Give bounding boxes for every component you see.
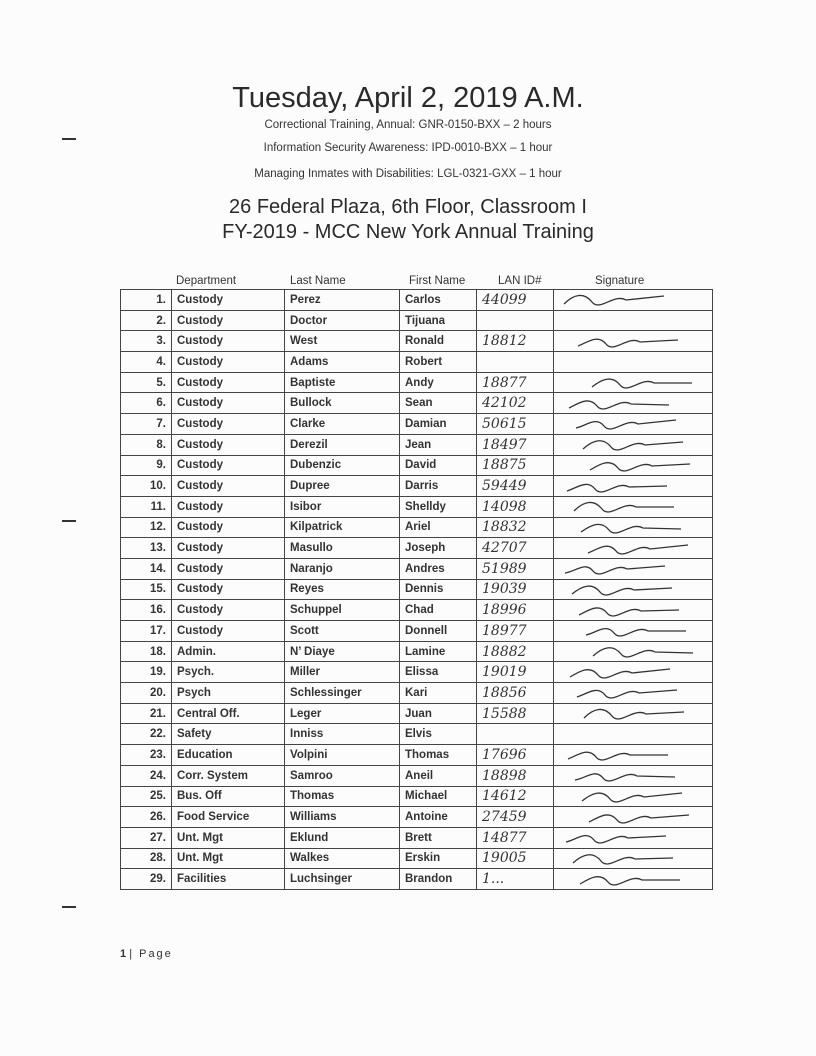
- table-row: [121, 807, 713, 828]
- first-name: Sean: [400, 393, 477, 414]
- table-row: [121, 621, 713, 642]
- department: Custody: [172, 600, 285, 621]
- signature-cell: [554, 414, 713, 435]
- row-number: 18.: [121, 641, 172, 662]
- table-row: [121, 310, 713, 331]
- last-name: Luchsinger: [285, 869, 400, 890]
- last-name: Adams: [285, 352, 400, 373]
- scan-mark: [62, 520, 76, 522]
- last-name: Volpini: [285, 745, 400, 766]
- signature-cell: [554, 372, 713, 393]
- signature-cell: [554, 434, 713, 455]
- signature-mark: [554, 787, 712, 806]
- first-name: Lamine: [400, 641, 477, 662]
- row-number: 17.: [121, 621, 172, 642]
- signature-cell: [554, 600, 713, 621]
- signature-cell: [554, 683, 713, 704]
- table-row: [121, 517, 713, 538]
- table-row: [121, 372, 713, 393]
- col-lan-id: LAN ID#: [498, 275, 542, 287]
- first-name: Kari: [400, 683, 477, 704]
- row-number: 28.: [121, 848, 172, 869]
- last-name: Eklund: [285, 827, 400, 848]
- signature-mark: [554, 539, 712, 558]
- department: Custody: [172, 352, 285, 373]
- signature-mark: [554, 683, 712, 702]
- last-name: Baptiste: [285, 372, 400, 393]
- row-number: 24.: [121, 765, 172, 786]
- table-row: [121, 496, 713, 517]
- first-name: Tijuana: [400, 310, 477, 331]
- table-row: [121, 848, 713, 869]
- last-name: Clarke: [285, 414, 400, 435]
- signature-mark: [554, 745, 712, 764]
- lan-id: 19019: [477, 662, 554, 683]
- last-name: Isibor: [285, 496, 400, 517]
- first-name: Elvis: [400, 724, 477, 745]
- department: Central Off.: [172, 703, 285, 724]
- row-number: 21.: [121, 703, 172, 724]
- first-name: Antoine: [400, 807, 477, 828]
- last-name: Schuppel: [285, 600, 400, 621]
- department: Psych.: [172, 662, 285, 683]
- signature-cell: [554, 579, 713, 600]
- table-row: [121, 331, 713, 352]
- table-row: [121, 558, 713, 579]
- department: Custody: [172, 290, 285, 311]
- lan-id: 14612: [477, 786, 554, 807]
- table-row: [121, 765, 713, 786]
- lan-id: 42102: [477, 393, 554, 414]
- last-name: Naranjo: [285, 558, 400, 579]
- first-name: Andy: [400, 372, 477, 393]
- signature-mark: [554, 435, 712, 454]
- first-name: Chad: [400, 600, 477, 621]
- department: Custody: [172, 455, 285, 476]
- signature-mark: [554, 870, 712, 889]
- first-name: Joseph: [400, 538, 477, 559]
- last-name: Miller: [285, 662, 400, 683]
- course-line: Information Security Awareness: IPD-0010-BXX – 1 hour: [263, 142, 553, 154]
- row-number: 6.: [121, 393, 172, 414]
- department: Custody: [172, 393, 285, 414]
- department: Psych: [172, 683, 285, 704]
- department: Admin.: [172, 641, 285, 662]
- signature-mark: [554, 849, 712, 868]
- page-number: 1: [120, 948, 127, 960]
- table-row: [121, 393, 713, 414]
- row-number: 9.: [121, 455, 172, 476]
- signature-mark: [554, 497, 712, 516]
- lan-id: 14098: [477, 496, 554, 517]
- table-row: [121, 579, 713, 600]
- table-row: [121, 745, 713, 766]
- table-row: [121, 703, 713, 724]
- signature-cell: [554, 765, 713, 786]
- signature-mark: [554, 828, 712, 847]
- signature-mark: [554, 580, 712, 599]
- last-name: Inniss: [285, 724, 400, 745]
- last-name: West: [285, 331, 400, 352]
- lan-id: 18856: [477, 683, 554, 704]
- signature-mark: [554, 559, 712, 578]
- last-name: Masullo: [285, 538, 400, 559]
- lan-id: 18832: [477, 517, 554, 538]
- row-number: 4.: [121, 352, 172, 373]
- signature-cell: [554, 352, 713, 373]
- first-name: Donnell: [400, 621, 477, 642]
- first-name: Brett: [400, 827, 477, 848]
- department: Custody: [172, 434, 285, 455]
- signature-cell: [554, 703, 713, 724]
- first-name: Darris: [400, 476, 477, 497]
- department: Custody: [172, 558, 285, 579]
- department: Custody: [172, 476, 285, 497]
- signature-cell: [554, 476, 713, 497]
- signature-mark: [554, 456, 712, 475]
- signature-cell: [554, 558, 713, 579]
- department: Corr. System: [172, 765, 285, 786]
- last-name: Schlessinger: [285, 683, 400, 704]
- col-department: Department: [176, 275, 237, 287]
- table-row: [121, 455, 713, 476]
- row-number: 13.: [121, 538, 172, 559]
- signature-mark: [554, 808, 712, 827]
- row-number: 15.: [121, 579, 172, 600]
- signature-mark: [554, 414, 712, 433]
- row-number: 2.: [121, 310, 172, 331]
- signature-mark: [554, 290, 712, 309]
- table-row: [121, 434, 713, 455]
- row-number: 3.: [121, 331, 172, 352]
- department: Custody: [172, 414, 285, 435]
- last-name: N’ Diaye: [285, 641, 400, 662]
- first-name: David: [400, 455, 477, 476]
- last-name: Derezil: [285, 434, 400, 455]
- last-name: Kilpatrick: [285, 517, 400, 538]
- lan-id: 18996: [477, 600, 554, 621]
- lan-id: 50615: [477, 414, 554, 435]
- first-name: Aneil: [400, 765, 477, 786]
- last-name: Walkes: [285, 848, 400, 869]
- lan-id: 19005: [477, 848, 554, 869]
- table-row: [121, 786, 713, 807]
- lan-id: 44099: [477, 290, 554, 311]
- last-name: Leger: [285, 703, 400, 724]
- signature-mark: [554, 766, 712, 785]
- department: Bus. Off: [172, 786, 285, 807]
- lan-id: 18898: [477, 765, 554, 786]
- lan-id: 19039: [477, 579, 554, 600]
- lan-id: 51989: [477, 558, 554, 579]
- lan-id: 14877: [477, 827, 554, 848]
- col-signature: Signature: [595, 275, 645, 287]
- first-name: Ariel: [400, 517, 477, 538]
- row-number: 20.: [121, 683, 172, 704]
- department: Custody: [172, 310, 285, 331]
- last-name: Dupree: [285, 476, 400, 497]
- scan-mark: [62, 906, 76, 908]
- signature-cell: [554, 745, 713, 766]
- department: Education: [172, 745, 285, 766]
- lan-id: [477, 310, 554, 331]
- page-title: Tuesday, April 2, 2019 A.M.: [232, 82, 584, 114]
- table-row: [121, 662, 713, 683]
- row-number: 19.: [121, 662, 172, 683]
- table-row: [121, 869, 713, 890]
- signature-cell: [554, 517, 713, 538]
- table-row: [121, 600, 713, 621]
- signature-cell: [554, 807, 713, 828]
- lan-id: 18877: [477, 372, 554, 393]
- row-number: 27.: [121, 827, 172, 848]
- row-number: 1.: [121, 290, 172, 311]
- last-name: Reyes: [285, 579, 400, 600]
- signature-cell: [554, 662, 713, 683]
- signature-cell: [554, 848, 713, 869]
- signature-cell: [554, 827, 713, 848]
- row-number: 16.: [121, 600, 172, 621]
- last-name: Scott: [285, 621, 400, 642]
- row-number: 8.: [121, 434, 172, 455]
- last-name: Samroo: [285, 765, 400, 786]
- row-number: 5.: [121, 372, 172, 393]
- signature-cell: [554, 331, 713, 352]
- lan-id: 18977: [477, 621, 554, 642]
- course-line: Managing Inmates with Disabilities: LGL-0321-GXX – 1 hour: [254, 168, 562, 180]
- lan-id: 42707: [477, 538, 554, 559]
- last-name: Dubenzic: [285, 455, 400, 476]
- signature-cell: [554, 621, 713, 642]
- signature-mark: [554, 373, 712, 392]
- signature-cell: [554, 393, 713, 414]
- signature-mark: [554, 621, 712, 640]
- program-title: FY-2019 - MCC New York Annual Training: [222, 221, 594, 243]
- signature-cell: [554, 869, 713, 890]
- signature-mark: [554, 601, 712, 620]
- table-row: [121, 641, 713, 662]
- department: Custody: [172, 331, 285, 352]
- signature-mark: [554, 518, 712, 537]
- location: 26 Federal Plaza, 6th Floor, Classroom I: [229, 196, 587, 218]
- row-number: 23.: [121, 745, 172, 766]
- first-name: Thomas: [400, 745, 477, 766]
- first-name: Shelldy: [400, 496, 477, 517]
- scan-mark: [62, 138, 76, 140]
- row-number: 12.: [121, 517, 172, 538]
- department: Custody: [172, 372, 285, 393]
- row-number: 26.: [121, 807, 172, 828]
- first-name: Andres: [400, 558, 477, 579]
- table-row: [121, 724, 713, 745]
- row-number: 7.: [121, 414, 172, 435]
- department: Custody: [172, 621, 285, 642]
- lan-id: 59449: [477, 476, 554, 497]
- lan-id: 17696: [477, 745, 554, 766]
- row-number: 22.: [121, 724, 172, 745]
- table-row: [121, 352, 713, 373]
- course-line: Correctional Training, Annual: GNR-0150-BXX – 2 hours: [264, 119, 552, 131]
- table-row: [121, 414, 713, 435]
- lan-id: 18882: [477, 641, 554, 662]
- row-number: 11.: [121, 496, 172, 517]
- row-number: 29.: [121, 869, 172, 890]
- department: Unt. Mgt: [172, 848, 285, 869]
- signature-cell: [554, 724, 713, 745]
- signature-cell: [554, 538, 713, 559]
- signature-cell: [554, 310, 713, 331]
- first-name: Robert: [400, 352, 477, 373]
- signature-cell: [554, 786, 713, 807]
- col-last-name: Last Name: [290, 275, 346, 287]
- department: Safety: [172, 724, 285, 745]
- signature-mark: [554, 704, 712, 723]
- row-number: 10.: [121, 476, 172, 497]
- row-number: 25.: [121, 786, 172, 807]
- department: Food Service: [172, 807, 285, 828]
- lan-id: [477, 352, 554, 373]
- last-name: Williams: [285, 807, 400, 828]
- last-name: Perez: [285, 290, 400, 311]
- last-name: Doctor: [285, 310, 400, 331]
- first-name: Elissa: [400, 662, 477, 683]
- table-row: [121, 683, 713, 704]
- signature-mark: [554, 477, 712, 496]
- lan-id: 1...: [477, 869, 554, 890]
- signature-cell: [554, 290, 713, 311]
- last-name: Bullock: [285, 393, 400, 414]
- signature-mark: [554, 332, 712, 351]
- lan-id: 15588: [477, 703, 554, 724]
- lan-id: 27459: [477, 807, 554, 828]
- page-footer: [120, 948, 173, 960]
- signature-cell: [554, 455, 713, 476]
- first-name: Dennis: [400, 579, 477, 600]
- lan-id: 18812: [477, 331, 554, 352]
- first-name: Michael: [400, 786, 477, 807]
- department: Custody: [172, 496, 285, 517]
- department: Custody: [172, 538, 285, 559]
- first-name: Brandon: [400, 869, 477, 890]
- attendance-table: [120, 289, 713, 890]
- department: Custody: [172, 579, 285, 600]
- table-row: [121, 827, 713, 848]
- row-number: 14.: [121, 558, 172, 579]
- table-row: [121, 290, 713, 311]
- last-name: Thomas: [285, 786, 400, 807]
- signature-mark: [554, 394, 712, 413]
- department: Custody: [172, 517, 285, 538]
- first-name: Ronald: [400, 331, 477, 352]
- page-label: | Page: [129, 948, 173, 960]
- first-name: Jean: [400, 434, 477, 455]
- first-name: Juan: [400, 703, 477, 724]
- signature-cell: [554, 496, 713, 517]
- lan-id: [477, 724, 554, 745]
- lan-id: 18497: [477, 434, 554, 455]
- table-row: [121, 476, 713, 497]
- signature-mark: [554, 642, 712, 661]
- table-row: [121, 538, 713, 559]
- first-name: Damian: [400, 414, 477, 435]
- first-name: Erskin: [400, 848, 477, 869]
- signature-cell: [554, 641, 713, 662]
- lan-id: 18875: [477, 455, 554, 476]
- first-name: Carlos: [400, 290, 477, 311]
- department: Facilities: [172, 869, 285, 890]
- col-first-name: First Name: [409, 275, 466, 287]
- department: Unt. Mgt: [172, 827, 285, 848]
- signature-mark: [554, 663, 712, 682]
